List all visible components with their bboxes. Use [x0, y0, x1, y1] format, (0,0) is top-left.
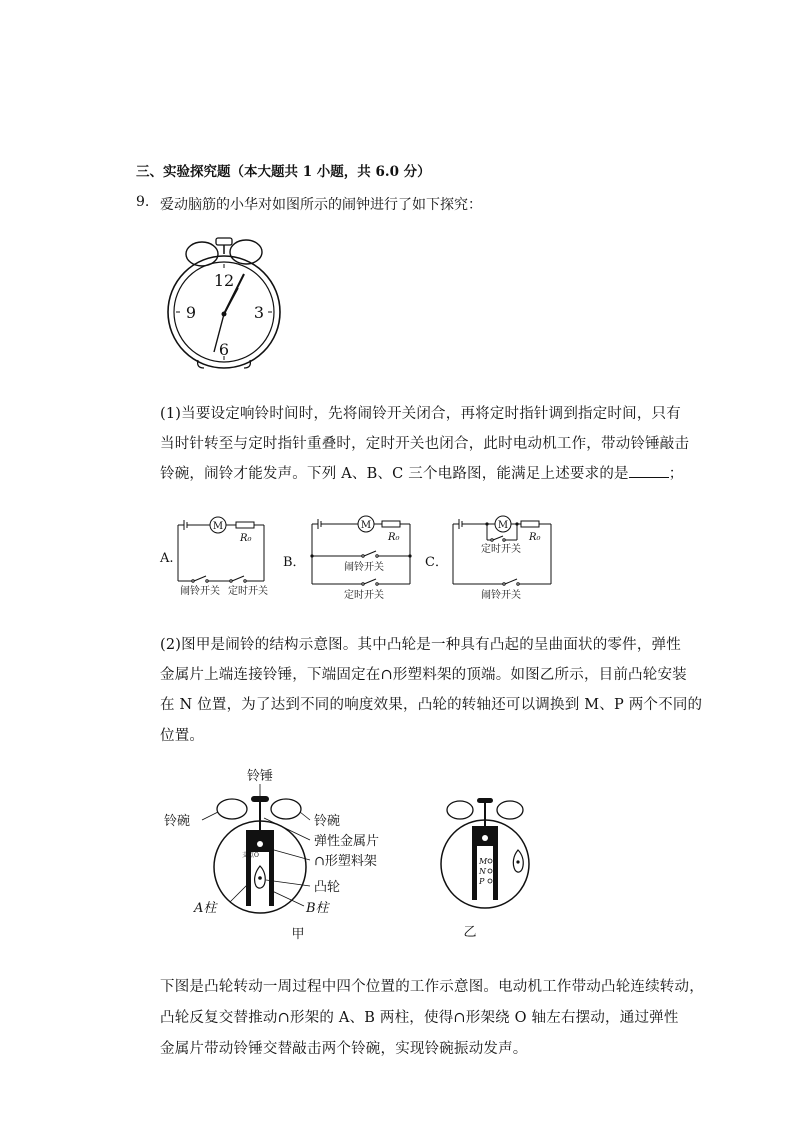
part2-line3: 在 N 位置，为了达到不同的响度效果，凸轮的转轴还可以调换到 M、P 两个不同的 [160, 697, 703, 713]
part1-line3 [160, 462, 683, 483]
part1-line2: 当时针转至与定时指针重叠时，定时开关也闭合，此时电动机工作，带动铃锤敲击 [160, 436, 690, 452]
jia-hammer-label: 铃锤 [246, 769, 274, 784]
minute-hand [224, 288, 238, 314]
part3-line3: 金属片带动铃锤交替敲击两个铃碗，实现铃碗振动发声。 [160, 1041, 528, 1057]
circuit-a-resistor: R₀ [240, 533, 252, 544]
answer-blank[interactable] [629, 465, 669, 478]
circuit-b-diagram [306, 512, 418, 602]
circuit-a-option: A. [160, 551, 174, 566]
clock-number-3: 3 [253, 303, 265, 322]
figure-yi [430, 790, 540, 945]
circuit-b-motor: M [360, 520, 372, 531]
jia-pillar-b-label: B柱 [306, 901, 329, 916]
part2-line2: 金属片上端连接铃锤，下端固定在∩形塑料架的顶端。如图乙所示，目前凸轮安装 [160, 667, 687, 683]
yi-caption: 乙 [463, 925, 477, 940]
jia-spring-label: 弹性金属片 [314, 834, 380, 849]
clock-hammer [216, 238, 232, 245]
jia-bowl-left-label: 铃碗 [164, 814, 191, 829]
circuit-a-motor: M [212, 521, 224, 532]
circuit-a-diagram [172, 513, 272, 599]
jia-bowl-right [271, 799, 301, 819]
part3-line2: 凸轮反复交替推动∩形架的 A、B 两柱，使得∩形架绕 O 轴左右摆动，通过弹性 [160, 1010, 679, 1026]
jia-hammer [251, 796, 269, 802]
jia-caption: 甲 [291, 927, 305, 942]
jia-pillar-a-label: A柱 [194, 901, 217, 916]
part1-line3-text: 铃碗，闹铃才能发声。下列 A、B、C 三个电路图，能满足上述要求的是 [160, 466, 629, 482]
section-heading: 三、实验探究题（本大题共 1 小题，共 6.0 分） [136, 164, 431, 180]
question-stem: 爱动脑筋的小华对如图所示的闹钟进行了如下探究： [160, 197, 482, 213]
part2-line4: 位置。 [160, 728, 205, 744]
left-bell [186, 242, 218, 266]
figure-jia [160, 762, 410, 947]
jia-pivot: 支点O [242, 852, 259, 859]
circuit-c-motor: M [497, 520, 509, 531]
part3-line1: 下图是凸轮转动一周过程中四个位置的工作示意图。电动机工作带动凸轮连续转动， [160, 979, 704, 995]
jia-cam-label: 凸轮 [314, 880, 341, 895]
circuit-b-switch2: 定时开关 [344, 590, 384, 601]
clock-number-6: 6 [218, 340, 230, 359]
circuit-b-option: B． [283, 555, 306, 570]
clock-number-9: 9 [185, 303, 197, 322]
circuit-c-resistor: R₀ [529, 532, 541, 543]
yi-n: N [479, 867, 486, 876]
yi-p: P [479, 877, 485, 886]
circuit-a-switch1: 闹铃开关 [180, 586, 220, 597]
circuit-c-switch2: 闹铃开关 [481, 590, 521, 601]
circuit-c-option: C． [425, 555, 448, 570]
circuit-b-switch1: 闹铃开关 [344, 562, 384, 573]
circuit-c-switch1: 定时开关 [481, 544, 521, 555]
part1-line3-end: ； [668, 466, 684, 482]
circuit-c-diagram [447, 512, 559, 602]
question-number: 9. [136, 194, 150, 210]
circuit-b-resistor: R₀ [388, 532, 400, 543]
jia-bowl-right-label: 铃碗 [314, 814, 341, 829]
clock-number-12: 12 [213, 271, 235, 290]
part2-line1: (2)图甲是闹铃的结构示意图。其中凸轮是一种具有凸起的呈曲面状的零件，弹性 [160, 637, 681, 653]
part1-line1: (1)当要设定响铃时间时，先将闹铃开关闭合，再将定时指针调到指定时间，只有 [160, 406, 681, 422]
yi-m: M [479, 857, 488, 866]
circuit-a-switch2: 定时开关 [228, 586, 268, 597]
alarm-clock-figure [162, 234, 294, 374]
jia-frame-label: ∩形塑料架 [314, 854, 377, 869]
jia-bowl-left [217, 799, 247, 819]
